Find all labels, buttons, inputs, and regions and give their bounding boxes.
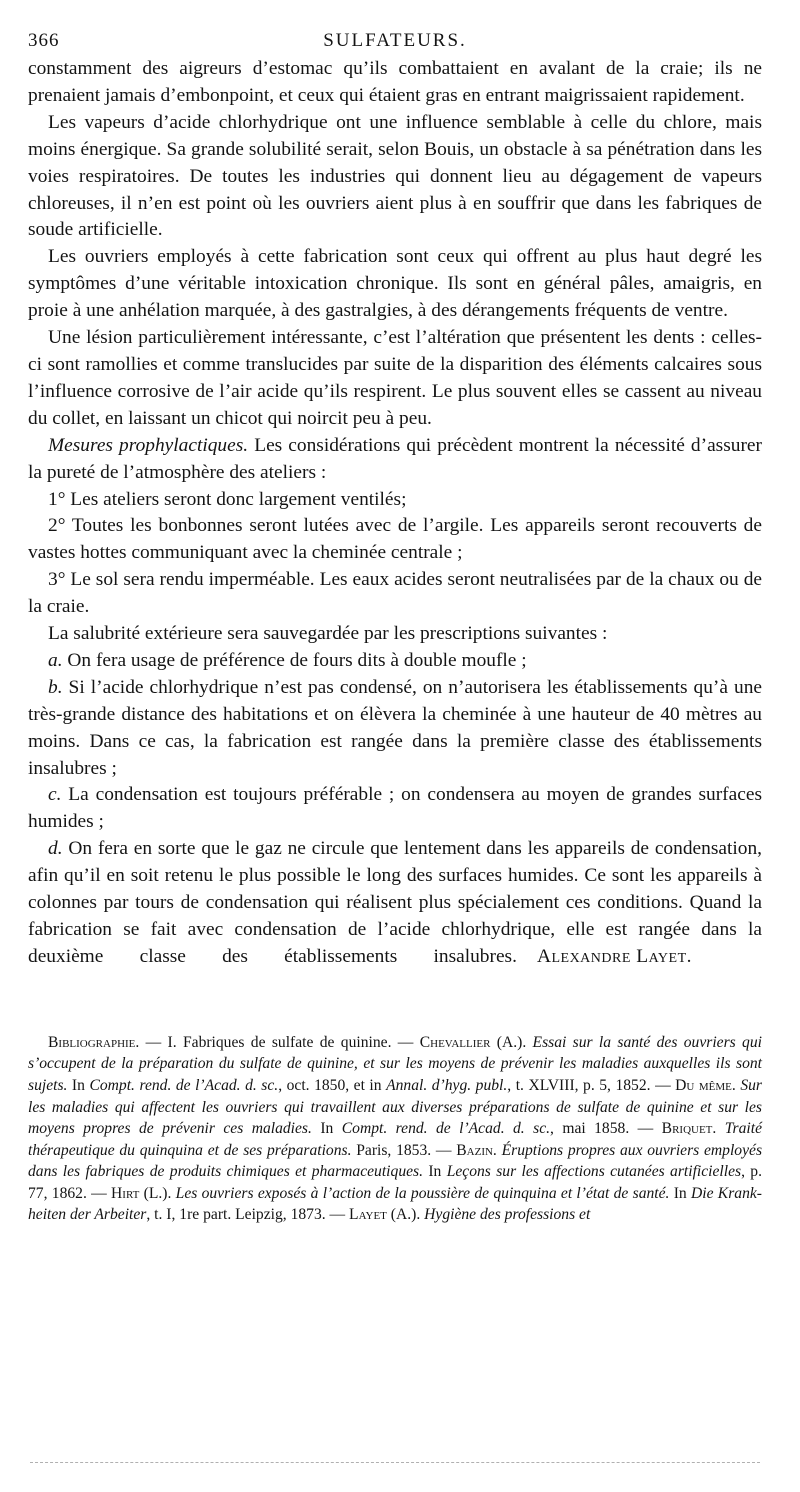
biblio-text: In bbox=[311, 1120, 342, 1138]
bibliography bbox=[28, 1032, 762, 1226]
paragraph-continuation: constamment des aigreurs d’estomac qu’ils combattaient en avalant de la craie; ils ne prenaient jamais d’embonpoint, et ceux qui étaient gras en entrant maigrissaient rapidement. bbox=[28, 58, 762, 106]
author-signature: Alexandre Layet. bbox=[536, 945, 692, 967]
biblio-title: Les ouvriers exposés à l’action de la poussière de quinquina et l’état de santé. bbox=[175, 1184, 670, 1202]
biblio-text: In bbox=[423, 1163, 447, 1181]
biblio-text: In bbox=[669, 1184, 691, 1202]
biblio-author: Layet bbox=[349, 1206, 387, 1224]
biblio-author: Chevallier bbox=[419, 1033, 491, 1051]
item-text: Si l’acide chlorhydrique n’est pas condensé, on n’autorisera les établissements qu’à une très-grande distance des habitations et on élèvera la cheminée à une hauteur de 40 mètres au moins. Dans ce cas, la fabrication est rangée dans la première classe des établissements insalubres ; bbox=[28, 676, 762, 779]
biblio-title: Leçons sur les affections cutanées artificielles bbox=[446, 1163, 742, 1181]
paragraph-prophylactic-measures bbox=[28, 433, 762, 487]
item-text: On fera usage de préférence de fours dits à double moufle ; bbox=[62, 649, 527, 671]
lettered-item-d bbox=[28, 836, 762, 997]
biblio-text: , mai 1858. — bbox=[550, 1120, 662, 1138]
numbered-item-1: 1° Les ateliers seront donc largement ventilés; bbox=[48, 488, 407, 510]
biblio-title: Essai sur la santé des ouvriers qui s’occupent de la préparation du sulfate de quinine, et sur les moyens de prévenir les maladies auxquelles ils sont sujets. bbox=[28, 1033, 762, 1094]
item-letter: c. bbox=[48, 784, 62, 806]
biblio-title: Sur les maladies qui affectent les ouvriers qui travaillent aux diverses préparations de sulfate de quinine et sur les moyens propres de prévenir ces maladies. bbox=[28, 1076, 762, 1138]
biblio-title: Die Krankheiten der Arbeiter bbox=[28, 1184, 762, 1224]
biblio-author: Du même. bbox=[675, 1076, 736, 1094]
lettered-item-a bbox=[28, 648, 762, 675]
running-title: SULFATEURS. bbox=[323, 30, 467, 51]
biblio-text: Paris, 1853. — bbox=[351, 1141, 457, 1159]
prophylaxis-text: Les considérations qui précèdent montrent la nécessité d’assurer la pureté de l’atmosphère des ateliers : bbox=[28, 434, 762, 483]
footer-divider bbox=[30, 1462, 760, 1463]
biblio-text: (A.). bbox=[386, 1206, 425, 1224]
lettered-item-c bbox=[28, 782, 762, 836]
paragraph-teeth-lesion: Une lésion particulièrement intéressante, c’est l’altération que présentent les dents : celles-ci sont ramollies et comme translucides par suite de la disparition des éléments calcaires sous l’influence corrosive de l’air acide qu’ils respirent. Le plus souvent elles se cassent au niveau du collet, en laissant un chicot qui noircit peu à peu. bbox=[28, 327, 762, 429]
paragraph-workers-symptoms: Les ouvriers employés à cette fabrication sont ceux qui offrent au plus haut degré les symptômes d’une véritable intoxication chronique. Ils sont en général pâles, amaigris, en proie à une anhélation marquée, à des gastralgies, à des dérangements fréquents de ventre. bbox=[28, 246, 762, 322]
biblio-text: — I. Fabriques de sulfate de quinine. — bbox=[139, 1033, 420, 1051]
page-number: 366 bbox=[28, 30, 60, 51]
biblio-title: Hygiène des professions et bbox=[424, 1206, 591, 1224]
item-letter: b. bbox=[48, 676, 63, 698]
biblio-text: , oct. 1850, et in bbox=[278, 1076, 387, 1094]
biblio-text: In bbox=[67, 1076, 90, 1094]
biblio-title: Compt. rend. de l’Acad. d. sc. bbox=[341, 1120, 551, 1138]
biblio-title: Compt. rend. de l’Acad. d. sc. bbox=[89, 1076, 279, 1094]
biblio-text: (A.). bbox=[490, 1033, 533, 1051]
bibliography-label: Bibliographie. bbox=[48, 1033, 140, 1051]
page-header bbox=[28, 22, 762, 56]
biblio-title: Éruptions propres aux ouvriers employés dans les fabriques de produits chimiques et pharmaceutiques. bbox=[28, 1141, 763, 1181]
paragraph-chlorhydric-vapors: Les vapeurs d’acide chlorhydrique ont une influence semblable à celle du chlore, mais moins énergique. Sa grande solubilité serait, selon Bouis, un obstacle à sa pénétration dans les voies respiratoires. De toutes les industries qui donnent lieu au dégagement de vapeurs chloreuses, il n’en est point où les ouvriers aient plus à en souffrir que dans les fabriques de soude artificielle. bbox=[28, 111, 762, 241]
item-text: La condensation est toujours préférable ; on condensera au moyen de grandes surfaces humides ; bbox=[28, 784, 762, 833]
biblio-text: , p. 77, 1862. — bbox=[28, 1163, 762, 1202]
biblio-text: , t. I, 1re part. Leipzig, 1873. — bbox=[146, 1206, 350, 1224]
numbered-item-3: 3° Le sol sera rendu imperméable. Les eaux acides seront neutralisées par de la chaux ou de la craie. bbox=[28, 569, 762, 618]
section-heading-prophylaxis: Mesures prophylactiques. bbox=[48, 434, 249, 456]
item-letter: a. bbox=[48, 649, 63, 671]
biblio-author: Bazin. bbox=[456, 1141, 497, 1159]
book-page bbox=[28, 22, 762, 1226]
item-text: On fera en sorte que le gaz ne circule que lentement dans les appareils de condensation, afin qu’il en soit retenu le plus possible le long des surfaces humides. Ce sont les appareils à colonnes par tours de condensation qui réalisent plus spécialement ces conditions. Quand la fabrication se fait avec condensation de l’acide chlorhydrique, elle est rangée dans la deuxième classe des établissements insalubres. bbox=[28, 838, 762, 967]
main-text bbox=[28, 56, 762, 998]
item-letter: d. bbox=[48, 838, 63, 860]
biblio-text bbox=[716, 1120, 724, 1137]
biblio-text: , t. XLVIII, p. 5, 1852. — bbox=[507, 1076, 676, 1094]
lettered-item-b bbox=[28, 675, 762, 783]
biblio-author: Briquet. bbox=[661, 1120, 717, 1138]
paragraph-salubrity-intro: La salubrité extérieure sera sauvegardée par les prescriptions suivantes : bbox=[48, 623, 608, 645]
biblio-text: (L.). bbox=[139, 1184, 176, 1202]
numbered-item-2: 2° Toutes les bonbonnes seront lutées avec de l’argile. Les appareils seront recouverts de vastes hottes communiquant avec la cheminée centrale ; bbox=[28, 515, 762, 564]
biblio-title: Traité thérapeutique du quinquina et de ses préparations. bbox=[28, 1120, 762, 1159]
biblio-author: Hirt bbox=[111, 1184, 140, 1202]
biblio-title: Annal. d’hyg. publ. bbox=[386, 1076, 508, 1094]
